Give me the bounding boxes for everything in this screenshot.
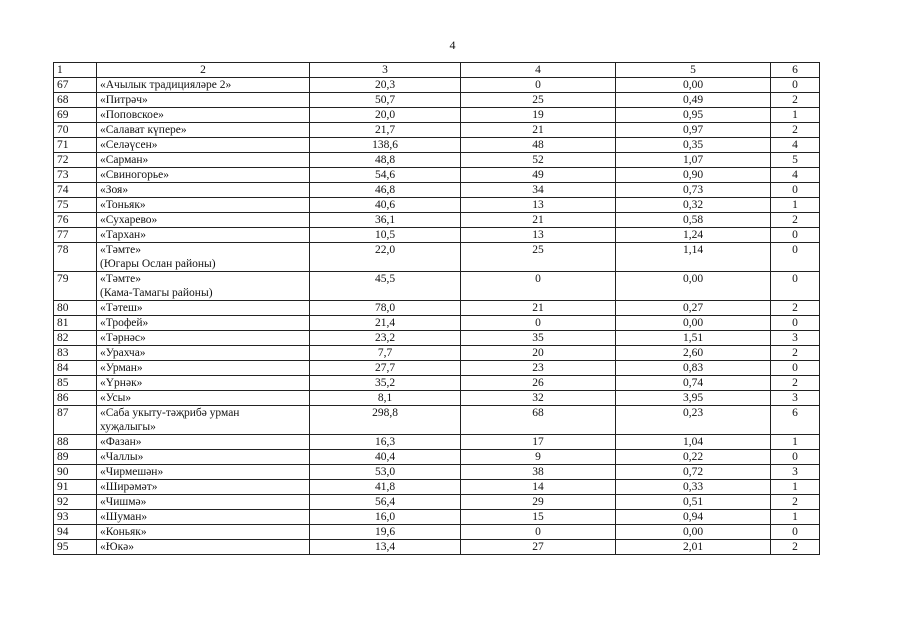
name-line-2: хуҗалыгы» (100, 421, 156, 433)
name-cell (97, 435, 310, 450)
value-col4-cell: 48 (461, 138, 616, 153)
value-col3-cell: 8,1 (310, 391, 461, 406)
name-line: «Ширәмәт» (100, 481, 158, 493)
name-cell (97, 450, 310, 465)
value-col5-cell: 0,00 (616, 525, 771, 540)
value-col3-cell: 138,6 (310, 138, 461, 153)
value-col4-cell: 13 (461, 228, 616, 243)
value-col3-cell: 41,8 (310, 480, 461, 495)
header-cell: 5 (616, 63, 771, 78)
value-col6-cell: 1 (771, 510, 820, 525)
data-table (53, 62, 820, 555)
value-col3-cell: 35,2 (310, 376, 461, 391)
value-col3-cell: 36,1 (310, 213, 461, 228)
value-col5-cell: 1,14 (616, 243, 771, 272)
row-number-cell: 91 (54, 480, 97, 495)
row-number-cell: 90 (54, 465, 97, 480)
name-line: «Питрәч» (100, 94, 148, 106)
row-number-cell: 67 (54, 78, 97, 93)
value-col3-cell: 10,5 (310, 228, 461, 243)
name-line-2: (Югары Ослан районы) (100, 258, 216, 270)
table-row (54, 346, 820, 361)
name-line: «Шуман» (100, 511, 148, 523)
name-line: «Поповское» (100, 109, 164, 121)
name-cell (97, 198, 310, 213)
name-cell (97, 376, 310, 391)
value-col5-cell: 0,58 (616, 213, 771, 228)
value-col5-cell: 0,51 (616, 495, 771, 510)
name-cell (97, 316, 310, 331)
value-col3-cell: 56,4 (310, 495, 461, 510)
value-col3-cell: 54,6 (310, 168, 461, 183)
table-row (54, 168, 820, 183)
name-cell (97, 540, 310, 555)
value-col6-cell: 2 (771, 346, 820, 361)
value-col4-cell: 34 (461, 183, 616, 198)
name-line: «Ачылык традицияләре 2» (100, 79, 232, 91)
value-col5-cell: 0,72 (616, 465, 771, 480)
header-cell: 6 (771, 63, 820, 78)
table-row (54, 331, 820, 346)
value-col5-cell: 0,83 (616, 361, 771, 376)
value-col4-cell: 23 (461, 361, 616, 376)
name-line: «Тоньяк» (100, 199, 146, 211)
value-col5-cell: 0,97 (616, 123, 771, 138)
name-line: «Усы» (100, 392, 132, 404)
value-col4-cell: 49 (461, 168, 616, 183)
header-cell: 2 (97, 63, 310, 78)
value-col4-cell: 21 (461, 213, 616, 228)
name-cell (97, 123, 310, 138)
value-col6-cell: 1 (771, 198, 820, 213)
value-col4-cell: 35 (461, 331, 616, 346)
value-col3-cell: 23,2 (310, 331, 461, 346)
row-number-cell: 86 (54, 391, 97, 406)
value-col5-cell: 0,74 (616, 376, 771, 391)
value-col3-cell: 40,4 (310, 450, 461, 465)
name-cell (97, 153, 310, 168)
value-col5-cell: 0,00 (616, 316, 771, 331)
value-col5-cell: 0,73 (616, 183, 771, 198)
value-col6-cell: 1 (771, 435, 820, 450)
row-number-cell: 80 (54, 301, 97, 316)
table-row (54, 123, 820, 138)
value-col6-cell: 2 (771, 540, 820, 555)
table-row (54, 465, 820, 480)
name-line: «Сарман» (100, 154, 149, 166)
row-number-cell: 84 (54, 361, 97, 376)
table-row (54, 93, 820, 108)
row-number-cell: 77 (54, 228, 97, 243)
value-col5-cell: 1,24 (616, 228, 771, 243)
value-col6-cell: 2 (771, 123, 820, 138)
name-line: «Фазан» (100, 436, 142, 448)
value-col4-cell: 38 (461, 465, 616, 480)
value-col6-cell: 0 (771, 228, 820, 243)
row-number-cell: 83 (54, 346, 97, 361)
value-col6-cell: 2 (771, 376, 820, 391)
name-cell (97, 346, 310, 361)
value-col6-cell: 2 (771, 301, 820, 316)
row-number-cell: 71 (54, 138, 97, 153)
row-number-cell: 74 (54, 183, 97, 198)
name-cell (97, 228, 310, 243)
table-row (54, 480, 820, 495)
name-cell (97, 213, 310, 228)
value-col4-cell: 20 (461, 346, 616, 361)
row-number-cell: 88 (54, 435, 97, 450)
table-row (54, 406, 820, 435)
value-col4-cell: 25 (461, 93, 616, 108)
name-line: «Свиногорье» (100, 169, 169, 181)
table-row (54, 301, 820, 316)
name-cell (97, 108, 310, 123)
row-number-cell: 85 (54, 376, 97, 391)
row-number-cell: 72 (54, 153, 97, 168)
value-col6-cell: 0 (771, 272, 820, 301)
value-col3-cell: 19,6 (310, 525, 461, 540)
name-cell (97, 168, 310, 183)
name-cell (97, 272, 310, 301)
name-line: «Трофей» (100, 317, 149, 329)
value-col3-cell: 20,0 (310, 108, 461, 123)
name-line: «Тәмте» (100, 244, 142, 256)
row-number-cell: 93 (54, 510, 97, 525)
value-col6-cell: 0 (771, 525, 820, 540)
value-col4-cell: 32 (461, 391, 616, 406)
value-col5-cell: 0,32 (616, 198, 771, 213)
value-col6-cell: 3 (771, 391, 820, 406)
value-col4-cell: 27 (461, 540, 616, 555)
value-col4-cell: 29 (461, 495, 616, 510)
value-col6-cell: 6 (771, 406, 820, 435)
value-col4-cell: 0 (461, 272, 616, 301)
table-row (54, 391, 820, 406)
value-col5-cell: 0,23 (616, 406, 771, 435)
value-col6-cell: 2 (771, 93, 820, 108)
name-cell (97, 391, 310, 406)
name-cell (97, 331, 310, 346)
table-row (54, 540, 820, 555)
value-col6-cell: 0 (771, 361, 820, 376)
name-line: «Зоя» (100, 184, 129, 196)
value-col5-cell: 0,94 (616, 510, 771, 525)
value-col6-cell: 0 (771, 316, 820, 331)
value-col5-cell: 0,33 (616, 480, 771, 495)
name-line: «Саба укыту-тәҗрибә урман (100, 407, 240, 419)
name-cell (97, 495, 310, 510)
table-row (54, 228, 820, 243)
value-col3-cell: 53,0 (310, 465, 461, 480)
value-col5-cell: 3,95 (616, 391, 771, 406)
table-row (54, 138, 820, 153)
name-line: «Тәтеш» (100, 302, 143, 314)
value-col3-cell: 40,6 (310, 198, 461, 213)
name-line: «Тәрнәс» (100, 332, 146, 344)
name-cell (97, 480, 310, 495)
value-col3-cell: 16,0 (310, 510, 461, 525)
value-col3-cell: 298,8 (310, 406, 461, 435)
row-number-cell: 92 (54, 495, 97, 510)
value-col4-cell: 13 (461, 198, 616, 213)
value-col4-cell: 26 (461, 376, 616, 391)
value-col3-cell: 7,7 (310, 346, 461, 361)
name-line: «Коньяк» (100, 526, 147, 538)
value-col5-cell: 0,95 (616, 108, 771, 123)
row-number-cell: 79 (54, 272, 97, 301)
value-col5-cell: 0,49 (616, 93, 771, 108)
value-col6-cell: 0 (771, 450, 820, 465)
table-row (54, 153, 820, 168)
value-col5-cell: 0,35 (616, 138, 771, 153)
name-line: «Тәмте» (100, 273, 142, 285)
row-number-cell: 76 (54, 213, 97, 228)
name-cell (97, 361, 310, 376)
value-col6-cell: 4 (771, 138, 820, 153)
name-cell (97, 183, 310, 198)
row-number-cell: 73 (54, 168, 97, 183)
name-cell (97, 301, 310, 316)
table-row (54, 495, 820, 510)
value-col5-cell: 0,90 (616, 168, 771, 183)
value-col4-cell: 0 (461, 78, 616, 93)
value-col4-cell: 17 (461, 435, 616, 450)
header-cell: 3 (310, 63, 461, 78)
value-col3-cell: 20,3 (310, 78, 461, 93)
page-number: 4 (449, 38, 456, 52)
row-number-cell: 95 (54, 540, 97, 555)
value-col3-cell: 48,8 (310, 153, 461, 168)
value-col5-cell: 0,00 (616, 78, 771, 93)
value-col6-cell: 3 (771, 331, 820, 346)
name-line: «Тархан» (100, 229, 146, 241)
name-line: «Сухарево» (100, 214, 158, 226)
value-col3-cell: 46,8 (310, 183, 461, 198)
name-cell (97, 93, 310, 108)
value-col6-cell: 0 (771, 183, 820, 198)
table-row (54, 213, 820, 228)
value-col4-cell: 68 (461, 406, 616, 435)
value-col5-cell: 1,51 (616, 331, 771, 346)
value-col4-cell: 52 (461, 153, 616, 168)
table-row (54, 435, 820, 450)
table-row (54, 183, 820, 198)
table-row (54, 361, 820, 376)
name-line: «Селәүсен» (100, 139, 158, 151)
table-row (54, 198, 820, 213)
value-col4-cell: 25 (461, 243, 616, 272)
value-col6-cell: 1 (771, 108, 820, 123)
value-col4-cell: 0 (461, 525, 616, 540)
row-number-cell: 70 (54, 123, 97, 138)
table-row (54, 316, 820, 331)
value-col3-cell: 45,5 (310, 272, 461, 301)
value-col4-cell: 19 (461, 108, 616, 123)
value-col5-cell: 1,04 (616, 435, 771, 450)
table-row (54, 108, 820, 123)
name-line: «Чишмә» (100, 496, 147, 508)
header-cell: 4 (461, 63, 616, 78)
name-line: «Юкә» (100, 541, 135, 553)
value-col3-cell: 50,7 (310, 93, 461, 108)
row-number-cell: 82 (54, 331, 97, 346)
value-col5-cell: 2,60 (616, 346, 771, 361)
name-cell (97, 138, 310, 153)
value-col4-cell: 14 (461, 480, 616, 495)
value-col6-cell: 0 (771, 78, 820, 93)
name-cell (97, 243, 310, 272)
row-number-cell: 68 (54, 93, 97, 108)
name-cell (97, 465, 310, 480)
table-row (54, 510, 820, 525)
row-number-cell: 89 (54, 450, 97, 465)
row-number-cell: 78 (54, 243, 97, 272)
header-cell: 1 (54, 63, 97, 78)
value-col6-cell: 5 (771, 153, 820, 168)
value-col3-cell: 78,0 (310, 301, 461, 316)
table-row (54, 243, 820, 272)
value-col3-cell: 22,0 (310, 243, 461, 272)
value-col4-cell: 0 (461, 316, 616, 331)
name-line: «Урман» (100, 362, 143, 374)
value-col3-cell: 21,7 (310, 123, 461, 138)
value-col6-cell: 2 (771, 213, 820, 228)
value-col6-cell: 3 (771, 465, 820, 480)
name-cell (97, 78, 310, 93)
value-col3-cell: 13,4 (310, 540, 461, 555)
name-line: «Чаллы» (100, 451, 144, 463)
value-col6-cell: 0 (771, 243, 820, 272)
table-row (54, 272, 820, 301)
name-cell (97, 525, 310, 540)
value-col5-cell: 0,27 (616, 301, 771, 316)
name-line: «Урахча» (100, 347, 146, 359)
name-cell (97, 510, 310, 525)
name-line: «Чирмешән» (100, 466, 164, 478)
row-number-cell: 69 (54, 108, 97, 123)
row-number-cell: 81 (54, 316, 97, 331)
row-number-cell: 87 (54, 406, 97, 435)
value-col6-cell: 4 (771, 168, 820, 183)
value-col5-cell: 0,22 (616, 450, 771, 465)
table-header-row (54, 63, 820, 78)
name-line-2: (Кама-Тамагы районы) (100, 287, 213, 299)
name-line: «Салават күпере» (100, 124, 187, 136)
value-col4-cell: 9 (461, 450, 616, 465)
value-col5-cell: 2,01 (616, 540, 771, 555)
table-row (54, 376, 820, 391)
value-col6-cell: 2 (771, 495, 820, 510)
name-cell (97, 406, 310, 435)
table-row (54, 78, 820, 93)
value-col4-cell: 21 (461, 123, 616, 138)
value-col3-cell: 21,4 (310, 316, 461, 331)
table-row (54, 525, 820, 540)
value-col3-cell: 27,7 (310, 361, 461, 376)
value-col6-cell: 1 (771, 480, 820, 495)
value-col5-cell: 0,00 (616, 272, 771, 301)
row-number-cell: 75 (54, 198, 97, 213)
row-number-cell: 94 (54, 525, 97, 540)
name-line: «Үрнәк» (100, 377, 143, 389)
value-col4-cell: 21 (461, 301, 616, 316)
value-col3-cell: 16,3 (310, 435, 461, 450)
table-row (54, 450, 820, 465)
value-col5-cell: 1,07 (616, 153, 771, 168)
value-col4-cell: 15 (461, 510, 616, 525)
